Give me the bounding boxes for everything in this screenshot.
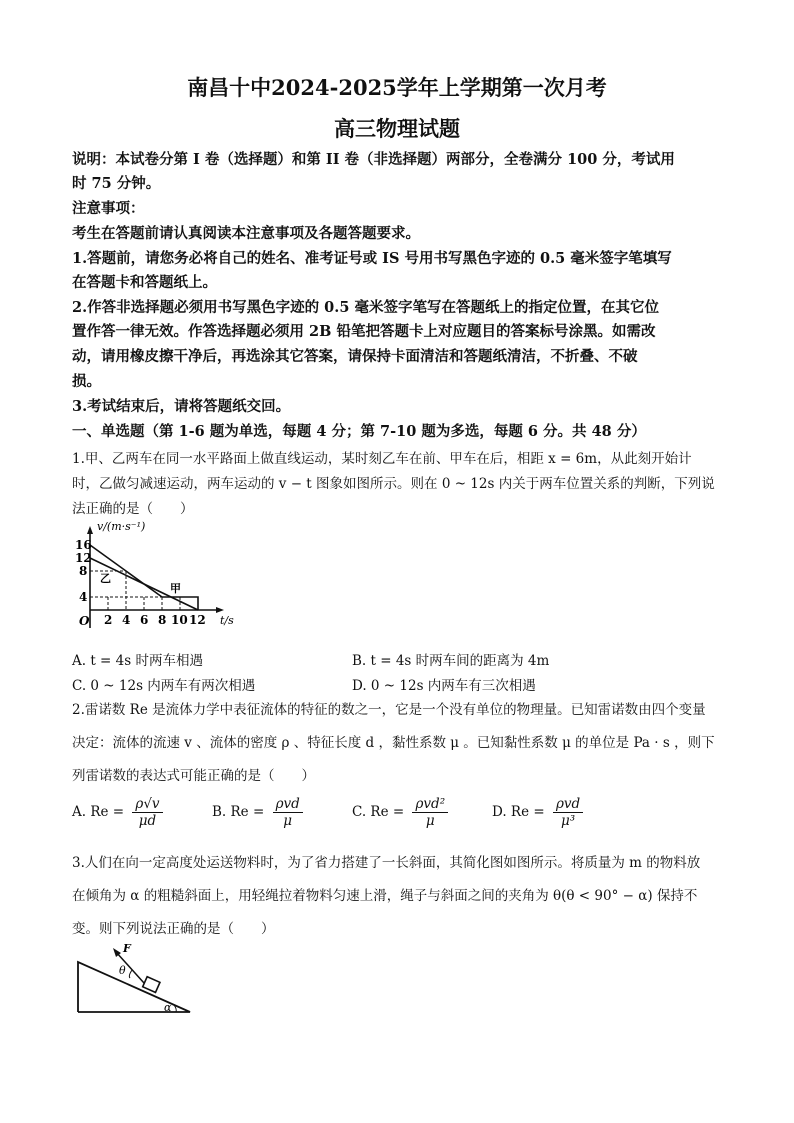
- force-label: F: [123, 942, 131, 955]
- q2-option-c-prefix: C. Re =: [352, 804, 405, 820]
- q2-option-b-numerator: ρvd: [273, 796, 303, 813]
- exam-subtitle: 高三物理试题: [334, 116, 460, 141]
- exam-title: 南昌十中2024-2025学年上学期第一次月考: [187, 75, 607, 100]
- incline: [78, 962, 190, 1012]
- q1-option-b: B. t = 4s 时两车间的距离为 4m: [352, 653, 550, 669]
- q2-option-d-fraction: [553, 796, 583, 829]
- rule-2-line-1: 2.作答非选择题必须用书写黑色字迹的 0.5 毫米签字笔写在答题纸上的指定位置，在其它位: [72, 299, 659, 316]
- q2-line-1: 2.雷诺数 Re 是流体力学中表征流体的特征的数之一，它是一个没有单位的物理量。已知雷诺数由四个变量: [72, 702, 706, 718]
- q1-option-a: A. t = 4s 时两车相遇: [72, 653, 203, 669]
- theta-arc: [129, 970, 132, 978]
- q2-option-b: [212, 796, 303, 829]
- q2-option-a: [72, 796, 163, 829]
- rule-2-line-4: 损。: [72, 373, 101, 390]
- label-jia: 甲: [170, 582, 181, 595]
- q3-line-3: 变。则下列说法正确的是（ ）: [72, 921, 275, 937]
- q2-option-a-numerator: ρ√v: [132, 796, 162, 813]
- q1-line-3: 法正确的是（ ）: [72, 501, 194, 517]
- rule-2-line-2: 置作答一律无效。作答选择题必须用 2B 铅笔把答题卡上对应题目的答案标号涂黑。如需改: [72, 323, 656, 340]
- q2-option-b-prefix: B. Re =: [212, 804, 265, 820]
- q1-option-c: C. 0 ~ 12s 内两车有两次相遇: [72, 678, 256, 694]
- y-tick-4: 4: [79, 590, 88, 604]
- graph-y-arrow: [87, 526, 93, 534]
- x-tick-6: 6: [140, 613, 149, 627]
- q1-line-2: 时，乙做匀减速运动，两车运动的 v − t 图象如图所示。则在 0 ~ 12s 内关于两车位置关系的判断，下列说: [72, 476, 715, 492]
- q2-option-d-prefix: D. Re =: [492, 804, 545, 820]
- q2-option-d-denominator: μ³: [561, 813, 576, 829]
- note-line-2: 时 75 分钟。: [72, 175, 161, 192]
- rule-2-line-3: 动，请用橡皮擦干净后，再选涂其它答案，请保持卡面清洁和答题纸清洁，不折叠、不破: [72, 348, 638, 365]
- graph-x-label: t/s: [220, 614, 234, 627]
- q2-line-2: 决定：流体的流速 v 、流体的密度 ρ 、特征长度 d ，黏性系数 μ 。已知黏性系数 μ 的单位是 Pa · s ，则下: [72, 735, 715, 751]
- rule-3-line: 3.考试结束后，请将答题纸交回。: [72, 398, 291, 415]
- q2-option-c: [352, 796, 448, 829]
- q3-line-1: 3.人们在向一定高度处运送物料时，为了省力搭建了一长斜面，其简化图如图所示。将质量为 m 的物料放: [72, 855, 701, 871]
- q2-option-b-denominator: μ: [283, 813, 293, 829]
- rule-1-line-2: 在答题卡和答题纸上。: [72, 274, 217, 291]
- material-block: [143, 977, 160, 993]
- x-tick-12: 12: [189, 613, 206, 627]
- graph-x-arrow: [216, 607, 224, 613]
- q2-option-c-denominator: μ: [425, 813, 435, 829]
- theta-label: θ: [119, 964, 126, 977]
- q2-option-a-denominator: μd: [138, 813, 157, 829]
- remind-line: 考生在答题前请认真阅读本注意事项及各题答题要求。: [72, 225, 420, 242]
- q2-option-d-numerator: ρvd: [553, 796, 583, 813]
- q3-incline-figure: [70, 940, 200, 1018]
- q2-option-a-prefix: A. Re =: [72, 804, 125, 820]
- note-line-1: 说明：本试卷分第 I 卷（选择题）和第 II 卷（非选择题）两部分，全卷满分 100 分，考试用: [72, 151, 675, 168]
- q2-option-d: [492, 796, 583, 829]
- q2-option-b-fraction: [273, 796, 303, 829]
- section-1-heading: 一、单选题（第 1-6 题为单选，每题 4 分；第 7-10 题为多选，每题 6 分。共 48 分）: [72, 423, 646, 440]
- x-tick-8: 8: [158, 613, 167, 627]
- q3-line-2: 在倾角为 α 的粗糙斜面上，用轻绳拉着物料匀速上滑，绳子与斜面之间的夹角为 θ(θ < 90° − α) 保持不: [72, 888, 698, 904]
- graph-y-label: v/(m·s⁻¹): [97, 520, 146, 533]
- x-tick-10: 10: [171, 613, 188, 627]
- x-tick-4: 4: [122, 613, 131, 627]
- alpha-label: α: [164, 1001, 172, 1014]
- label-yi: 乙: [100, 572, 111, 585]
- y-tick-16: 16: [75, 538, 92, 552]
- attention-heading: 注意事项：: [72, 200, 145, 217]
- q1-line-1: 1.甲、乙两车在同一水平路面上做直线运动，某时刻乙车在前、甲车在后，相距 x = 6m，从此刻开始计: [72, 451, 692, 467]
- graph-origin: O: [79, 614, 90, 628]
- q1-vt-graph: [70, 520, 240, 635]
- q2-option-a-fraction: [132, 796, 162, 829]
- rule-1-line-1: 1.答题前，请您务必将自己的姓名、准考证号或 IS 号用书写黑色字迹的 0.5 毫米签字笔填写: [72, 250, 672, 267]
- q1-option-d: D. 0 ~ 12s 内两车有三次相遇: [352, 678, 536, 694]
- q2-option-c-fraction: [412, 796, 448, 829]
- y-tick-12: 12: [75, 551, 92, 565]
- x-tick-2: 2: [104, 613, 113, 627]
- q2-option-c-numerator: ρvd²: [412, 796, 448, 813]
- y-tick-8: 8: [79, 564, 88, 578]
- q2-line-3: 列雷诺数的表达式可能正确的是（ ）: [72, 768, 315, 784]
